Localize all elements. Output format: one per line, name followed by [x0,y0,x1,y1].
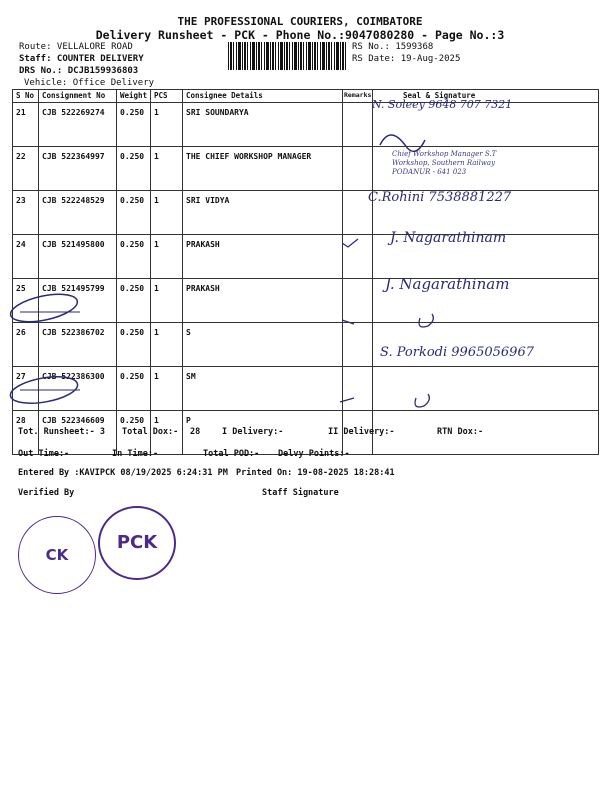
signature-row-23: C.Rohini 7538881227 [368,190,512,205]
col-header-consignment: Consignment No [39,90,117,103]
tick-mark-row-28 [340,398,354,402]
in-time: In Time:- [112,449,159,459]
entered-by: Entered By :KAVIPCK 08/19/2025 6:24:31 PM [18,468,228,478]
delvy-points: Delvy Points:- [278,449,350,459]
cell-consignment-no: CJB 522269274 [39,103,117,147]
cell-sno: 27 [13,367,39,411]
cell-consignee: PRAKASH [183,235,343,279]
rs-number: RS No.: 1599368 [352,42,434,52]
col-header-pcs: PCS [151,90,183,103]
i-delivery: I Delivery:- [222,427,284,437]
stamp-right-text: PCK [116,532,158,553]
col-header-remarks: Remarks [343,90,373,103]
col-header-sno: S No [13,90,39,103]
cell-weight: 0.250 [117,367,151,411]
total-dox-label: Total Dox:- [122,427,179,437]
cell-pcs: 1 [151,411,183,455]
cell-weight: 0.250 [117,103,151,147]
cell-consignee: PRAKASH [183,279,343,323]
rtn-dox: RTN Dox:- [437,427,484,437]
cell-pcs: 1 [151,235,183,279]
cell-consignee: S [183,323,343,367]
col-header-consignee: Consignee Details [183,90,343,103]
out-time: Out Time:- [18,449,70,459]
cell-pcs: 1 [151,147,183,191]
cell-pcs: 1 [151,103,183,147]
cell-consignment-no: CJB 522386702 [39,323,117,367]
cell-consignee: SM [183,367,343,411]
stamp-right [98,506,176,580]
circle-row-26 [8,289,80,327]
cell-weight: 0.250 [117,279,151,323]
cell-consignment-no: CJB 522386300 [39,367,117,411]
cell-sno: 25 [13,279,39,323]
cell-weight: 0.250 [117,191,151,235]
verified-by: Verified By [18,488,75,498]
cell-weight: 0.250 [117,147,151,191]
cell-sno: 26 [13,323,39,367]
stamp-left [18,516,96,594]
cell-consignment-no: CJB 522346609 [39,411,117,455]
scribble-row-22 [380,135,425,151]
cell-consignee: SRI VIDYA [183,191,343,235]
drs-number: DRS No.: DCJB159936803 [19,66,139,76]
total-dox-value: 28 [190,427,201,437]
runsheet-subtitle: Delivery Runsheet - PCK - Phone No.:9047080280 - Page No.:3 [95,28,505,42]
staff-signature: Staff Signature [262,488,339,498]
rs-date: RS Date: 19-Aug-2025 [352,54,461,64]
cell-pcs: 1 [151,323,183,367]
cell-sno: 22 [13,147,39,191]
tick-mark-row-24 [342,239,358,247]
scribble-row-26 [419,314,433,327]
cell-sno: 23 [13,191,39,235]
cell-consignment-no: CJB 522364997 [39,147,117,191]
cell-consignee: THE CHIEF WORKSHOP MANAGER [183,147,343,191]
total-pod: Total POD:- [203,449,260,459]
cell-consignee: P [183,411,343,455]
cell-pcs: 1 [151,279,183,323]
cell-consignment-no: CJB 522248529 [39,191,117,235]
cell-consignment-no: CJB 521495800 [39,235,117,279]
cell-sno: 21 [13,103,39,147]
cell-weight: 0.250 [117,235,151,279]
stamp-left-text: CK [45,546,69,564]
cell-consignee: SRI SOUNDARYA [183,103,343,147]
cell-sno: 24 [13,235,39,279]
signature-row-21: N. Soleey 9648 707 7321 [372,98,513,111]
cell-weight: 0.250 [117,323,151,367]
ii-delivery: II Delivery:- [328,427,395,437]
signature-row-27: S. Porkodi 9965056967 [380,345,534,360]
company-title: THE PROFESSIONAL COURIERS, COIMBATORE [177,15,423,28]
signature-row-24: J. Nagarathinam [390,230,507,246]
route-label: Route: VELLALORE ROAD [19,42,133,52]
printed-on: Printed On: 19-08-2025 18:28:41 [236,468,395,478]
tot-runsheet: Tot. Runsheet:- 3 [18,427,105,437]
col-header-seal-signature: Seal & Signature [373,90,599,103]
vehicle-label: Vehicle: Office Delivery [24,78,155,88]
signature-row-25: J. Nagarathinam [385,275,510,293]
cell-consignment-no: CJB 521495799 [39,279,117,323]
col-header-weight: Weight [117,90,151,103]
cell-sno: 28 [13,411,39,455]
cell-weight: 0.250 [117,411,151,455]
tick-mark-row-26 [342,320,354,324]
cell-pcs: 1 [151,191,183,235]
scribble-row-28 [415,394,429,407]
staff-label: Staff: COUNTER DELIVERY [19,54,144,64]
seal-row-22: Chief Workshop Manager S.T Workshop, Southern Railway PODANUR - 641 023 [392,150,497,176]
cell-pcs: 1 [151,367,183,411]
